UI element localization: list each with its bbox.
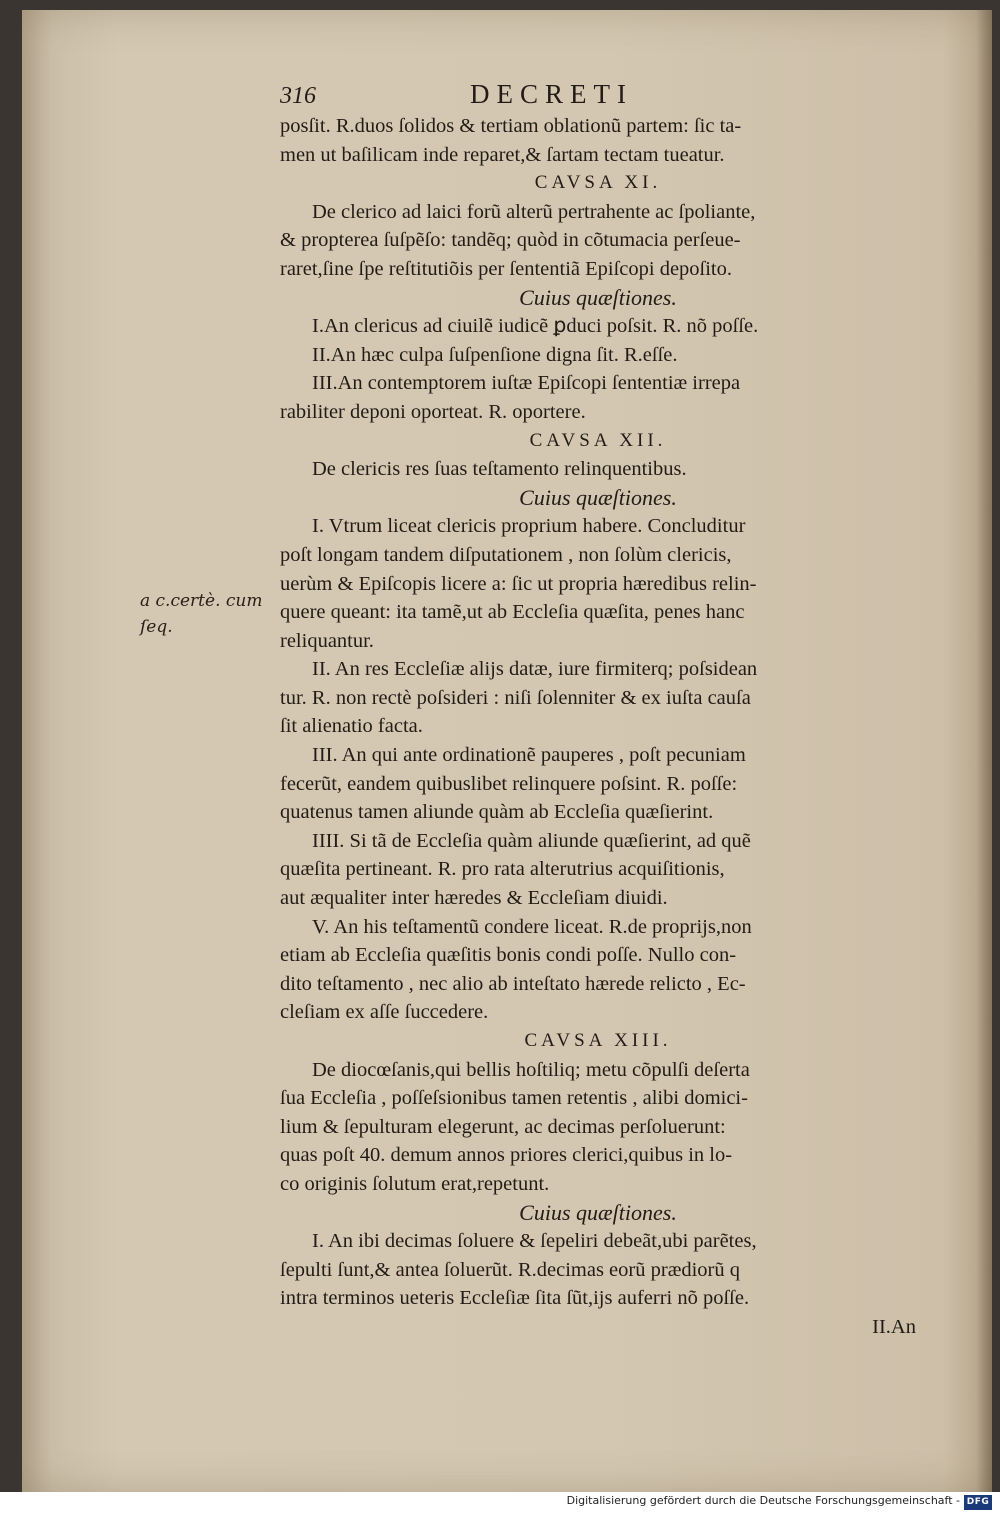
page-header	[280, 80, 916, 112]
text-line: men ut baſilicam inde reparet,& ſartam tectam tueatur.	[280, 143, 725, 166]
catchword: II.An	[872, 1315, 916, 1338]
questions-heading: Cuius quæſtiones.	[519, 284, 677, 310]
text-block	[280, 80, 916, 1342]
dfg-logo: DFG	[964, 1495, 992, 1510]
questions-heading: Cuius quæſtiones.	[519, 1199, 677, 1225]
text-line: uerùm & Epiſcopis licere a: ſic ut propria hæredibus relin-	[280, 572, 757, 595]
text-line: lium & ſepulturam elegerunt, ac decimas perſoluerunt:	[280, 1115, 726, 1138]
text-line: rabiliter deponi oporteat. R. oportere.	[280, 400, 586, 423]
text-line: tur. R. non rectè poſsideri : niſi ſolenniter & ex iuſta cauſa	[280, 686, 751, 709]
marginal-note	[140, 588, 262, 640]
text-line: II. An res Eccleſiæ alijs datæ, iure firmiterq; poſsidean	[312, 658, 758, 681]
text-line: & propterea ſuſpẽſo: tandẽq; quòd in cõtumacia perſeue-	[280, 229, 741, 252]
text-line: quæſita pertineant. R. pro rata alterutrius acquiſitionis,	[280, 858, 725, 881]
running-head: DECRETI	[470, 79, 633, 109]
questions-heading: Cuius quæſtiones.	[519, 484, 677, 510]
text-line: V. An his teſtamentũ condere liceat. R.de proprijs,non	[312, 915, 752, 938]
text-line: raret,ſine ſpe reſtitutiõis per ſententiã Epiſcopi depoſito.	[280, 257, 733, 280]
text-line: ſepulti ſunt,& antea ſoluerũt. R.decimas eorũ prædiorũ q	[280, 1258, 741, 1281]
text-line: fecerũt, eandem quibuslibet relinquere poſsint. R. poſſe:	[280, 772, 738, 795]
text-line: III. An qui ante ordinationẽ pauperes , poſt pecuniam	[312, 744, 746, 767]
text-line: intra terminos ueteris Eccleſiæ ſita ſũt,ijs auferri nõ poſſe.	[280, 1287, 750, 1310]
page-gutter-shadow	[976, 10, 992, 1492]
text-line: posſit. R.duos ſolidos & tertiam oblationũ partem: ſic ta-	[280, 115, 742, 137]
text-line: ſua Eccleſia , poſſeſsionibus tamen retentis , alibi domici-	[280, 1087, 748, 1110]
text-line: II.An hæc culpa ſuſpenſione digna ſit. R.eſſe.	[312, 343, 678, 366]
digitization-credit: Digitalisierung gefördert durch die Deutsche Forschungsgemeinschaft -	[566, 1494, 960, 1507]
body-text	[280, 112, 916, 1342]
causa-heading: CAVSA XI.	[534, 172, 662, 194]
text-line: IIII. Si tã de Eccleſia quàm aliunde quæſierint, ad quẽ	[312, 829, 751, 852]
text-line: quere queant: ita tamẽ,ut ab Eccleſia quæſita, penes hanc	[280, 601, 745, 624]
text-line: quas poſt 40. demum annos priores clerici,quibus in lo-	[280, 1144, 733, 1167]
text-line: De clerico ad laici forũ alterũ pertrahente ac ſpoliante,	[312, 200, 756, 223]
text-line: poſt longam tandem diſputationem , non ſolùm clericis,	[280, 543, 732, 566]
text-line: ſit alienatio facta.	[280, 715, 423, 738]
text-line: cleſiam ex aſſe ſuccedere.	[280, 1001, 489, 1024]
marginal-note-line: a c.certè. cum	[140, 591, 263, 611]
marginal-note-line: ſeq.	[140, 617, 173, 637]
text-line: I. An ibi decimas ſoluere & ſepeliri debeãt,ubi parẽtes,	[312, 1230, 757, 1253]
page-number: 316	[280, 83, 316, 109]
text-line: De clericis res ſuas teſtamento relinquentibus.	[312, 458, 687, 481]
text-line: III.An contemptorem iuſtæ Epiſcopi ſententiæ irrepa	[312, 372, 741, 395]
text-line: dito teſtamento , nec alio ab inteſtato hærede relicto , Ec-	[280, 972, 746, 995]
text-line: quatenus tamen aliunde quàm ab Eccleſia quæſierint.	[280, 801, 714, 824]
text-line: reliquantur.	[280, 629, 374, 652]
causa-heading: CAVSA XII.	[529, 429, 667, 451]
causa-heading: CAVSA XIII.	[524, 1030, 672, 1051]
text-line: De diocœſanis,qui bellis hoſtiliq; metu cõpulſi deſerta	[312, 1058, 750, 1081]
text-line: I. Vtrum liceat clericis proprium habere. Concluditur	[312, 515, 746, 538]
text-line: I.An clericus ad ciuilẽ iudicẽ ꝑduci poſsit. R. nõ poſſe.	[312, 315, 759, 338]
text-line: etiam ab Eccleſia quæſitis bonis condi poſſe. Nullo con-	[280, 944, 737, 967]
text-line: co originis ſolutum erat,repetunt.	[280, 1172, 550, 1195]
text-line: aut æqualiter inter hæredes & Eccleſiam diuidi.	[280, 887, 668, 910]
